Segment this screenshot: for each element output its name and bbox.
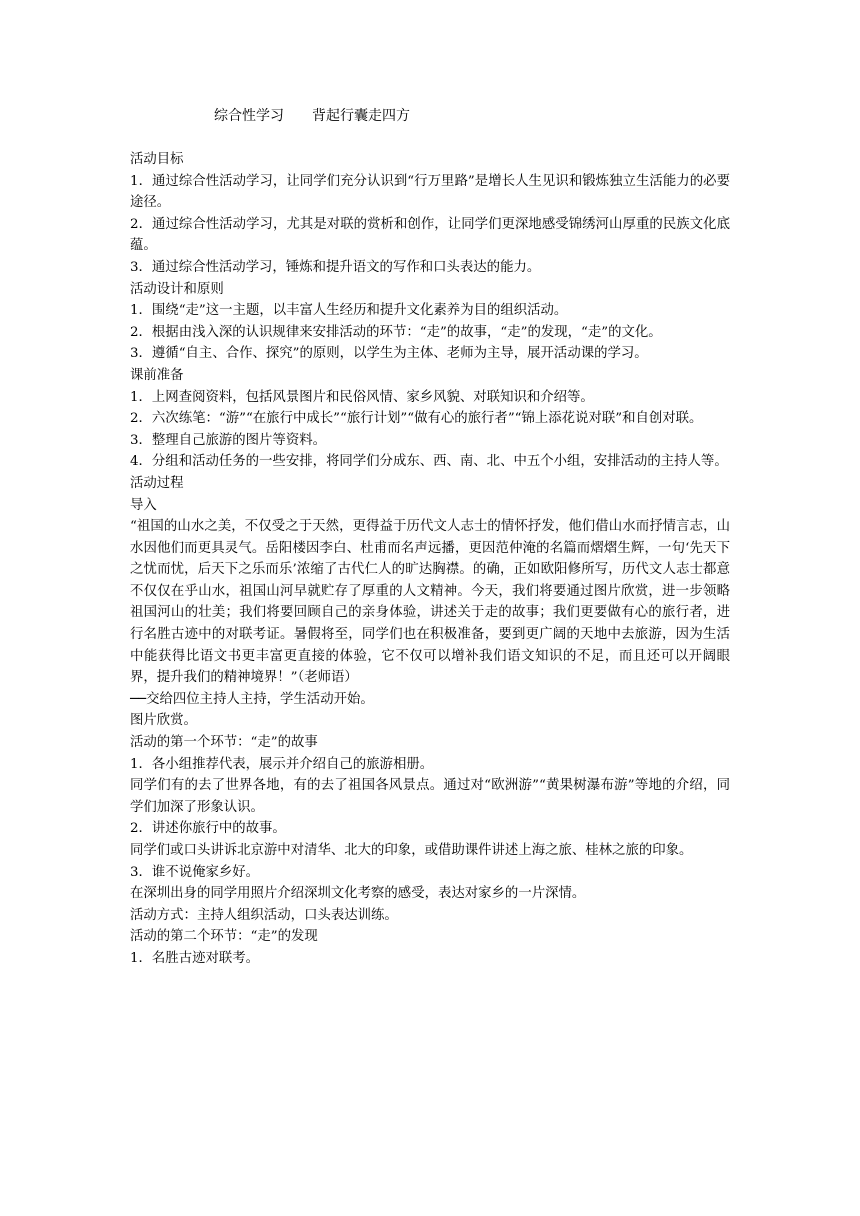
- paragraph: 3．谁不说俺家乡好。: [130, 864, 260, 880]
- paragraph: 2．通过综合性活动学习，尤其是对联的赏析和创作，让同学们更深地感受锦绣河山厚重的民族文化底蕴。: [130, 216, 730, 254]
- paragraph: 活动目标: [130, 152, 184, 167]
- paragraph: ──交给四位主持人主持，学生活动开始。: [130, 691, 374, 707]
- paragraph: 1．围绕“走”这一主题，以丰富人生经历和提升文化素养为目的组织活动。: [130, 303, 568, 319]
- paragraph: “祖国的山水之美，不仅受之于天然，更得益于历代文人志士的情怀抒发，他们借山水而抒情言志，山水因他们而更具灵气。岳阳楼因李白、杜甫而名声远播，更因范仲淹的名篇而熠熠生辉，一句‘先天下之忧而忧，后天下之乐而乐’浓缩了古代仁人的旷达胸襟。的确，正如欧阳修所写，历代文人志士都意不仅仅在乎山水，祖国山河早就贮存了厚重的人文精神。今天，我们将要通过图片欣赏，进一步领略祖国河山的壮美；我们将要回顾自己的亲身体验，讲述关于走的故事；我们更要做有心的旅行者，进行名胜古迹中的对联考证。暑假将至，同学们也在积极准备，要到更广阔的天地中去旅游，因为生活中能获得比语文书更丰富更直接的体验，它不仅可以增补我们语文知识的不足，而且还可以开阔眼界，提升我们的精神境界！”（老师语）: [130, 519, 730, 686]
- paragraph: 1．上网查阅资料，包括风景图片和民俗风情、家乡风貌、对联知识和介绍等。: [130, 389, 594, 405]
- paragraph: 3．整理自己旅游的图片等资料。: [130, 432, 326, 448]
- paragraph: 活动的第二个环节：“走”的发现: [130, 929, 318, 945]
- paragraph: 活动设计和原则: [130, 281, 224, 297]
- paragraph: 在深圳出身的同学用照片介绍深圳文化考察的感受，表达对家乡的一片深情。: [130, 886, 586, 902]
- document-body: [130, 149, 730, 970]
- paragraph: 活动的第一个环节：“走”的故事: [130, 735, 318, 751]
- paragraph: 2．六次练笔：“游”“在旅行中成长”“旅行计划”“做有心的旅行者”“锦上添花说对联”和自创对联。: [130, 411, 703, 427]
- paragraph: 1．通过综合性活动学习，让同学们充分认识到“行万里路”是增长人生见识和锻炼独立生活能力的必要途径。: [130, 173, 730, 211]
- paragraph: 图片欣赏。: [130, 713, 197, 729]
- paragraph: 1．各小组推荐代表，展示并介绍自己的旅游相册。: [130, 756, 434, 772]
- paragraph: 同学们有的去了世界各地，有的去了祖国各风景点。通过对“欧洲游”“黄果树瀑布游”等地的介绍，同学们加深了形象认识。: [130, 778, 730, 815]
- paragraph: 2．根据由浅入深的认识规律来安排活动的环节：“走”的故事，“走”的发现，“走”的文化。: [130, 324, 662, 340]
- paragraph: 4．分组和活动任务的一些安排，将同学们分成东、西、南、北、中五个小组，安排活动的主持人等。: [130, 454, 728, 470]
- paragraph: 1．名胜古迹对联考。: [130, 950, 260, 966]
- paragraph: 3．遵循“自主、合作、探究”的原则，以学生为主体、老师为主导，展开活动课的学习。: [130, 346, 648, 362]
- paragraph: 课前准备: [130, 367, 184, 383]
- paragraph: 活动过程: [130, 475, 184, 491]
- paragraph: 活动方式：主持人组织活动，口头表达训练。: [130, 907, 398, 923]
- paragraph: 导入: [130, 497, 157, 513]
- paragraph: 2．讲述你旅行中的故事。: [130, 821, 286, 837]
- paragraph: 同学们或口头讲诉北京游中对清华、北大的印象，或借助课件讲述上海之旅、桂林之旅的印象。: [130, 843, 693, 858]
- paragraph: 3．通过综合性活动学习，锤炼和提升语文的写作和口头表达的能力。: [130, 259, 541, 275]
- document-title: 综合性学习 背起行囊走四方: [214, 108, 410, 124]
